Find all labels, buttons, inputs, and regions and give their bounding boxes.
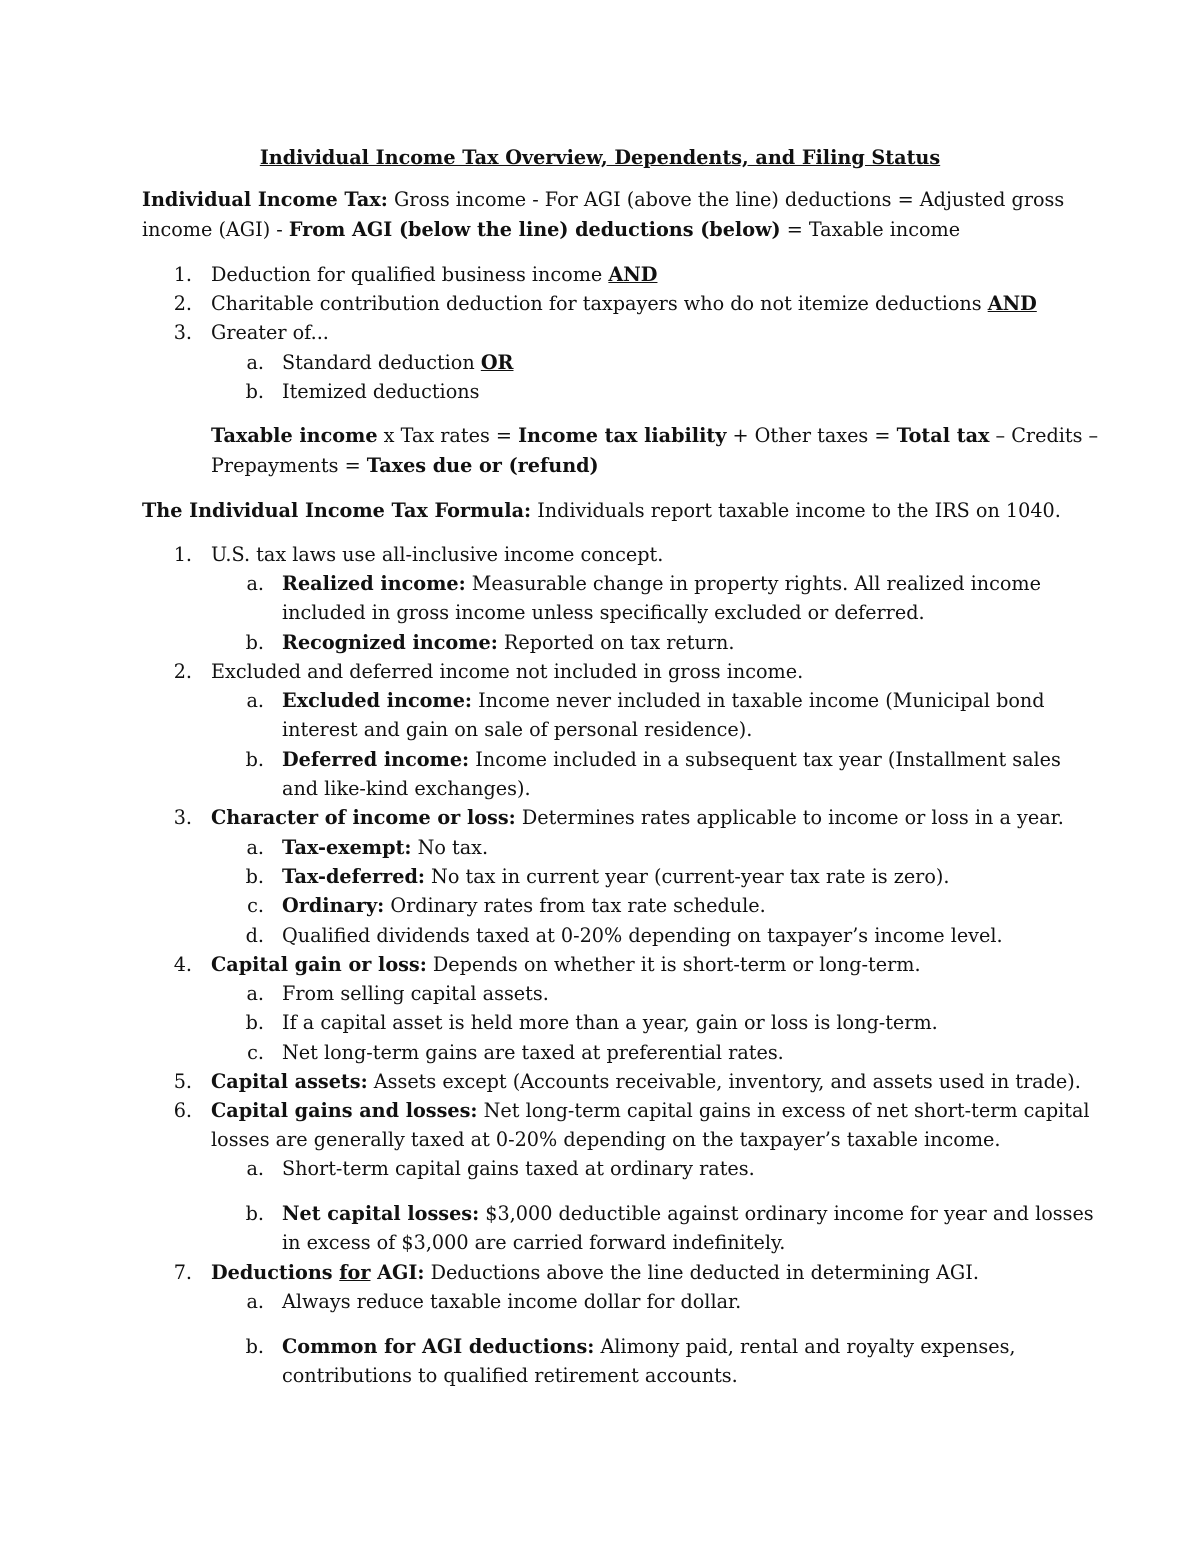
intro-text: Gross income - For AGI (above the line) deductions = Adjusted gross	[387, 188, 1065, 211]
list-letter: b.	[245, 380, 264, 403]
list-text: Net long-term gains are taxed at preferential rates.	[282, 1041, 784, 1064]
term-label: Recognized income:	[282, 631, 498, 654]
formula-term: Income tax liability	[518, 424, 727, 447]
list-letter: a.	[246, 1290, 264, 1313]
term-label: Common for AGI deductions:	[282, 1335, 595, 1358]
list-text: Measurable change in property rights. All realized income	[465, 572, 1041, 595]
list-text: Ordinary rates from tax rate schedule.	[384, 894, 766, 917]
list-emphasis: OR	[480, 351, 514, 374]
term-label: Ordinary:	[282, 894, 385, 917]
term-label: Deferred income:	[282, 748, 470, 771]
list-continuation: in excess of $3,000 are carried forward indefinitely.	[282, 1231, 786, 1254]
list-letter: b.	[245, 1202, 264, 1225]
list-continuation: included in gross income unless specifically excluded or deferred.	[282, 601, 925, 624]
section-label: The Individual Income Tax Formula:	[142, 499, 532, 522]
list-text: Charitable contribution deduction for taxpayers who do not itemize deductions	[211, 292, 988, 315]
formula-op: – Credits –	[989, 424, 1099, 447]
list-text: Greater of...	[211, 321, 329, 344]
document-title: Individual Income Tax Overview, Dependents, and Filing Status	[259, 146, 941, 169]
list-text: Depends on whether it is short-term or long-term.	[426, 953, 921, 976]
list-number: 7.	[173, 1261, 192, 1284]
list-number: 2.	[173, 292, 192, 315]
list-letter: a.	[246, 351, 264, 374]
list-letter: b.	[245, 631, 264, 654]
intro-line-2	[142, 218, 960, 242]
intro-text-2c: = Taxable income	[780, 218, 961, 241]
list-letter: a.	[246, 572, 264, 595]
list-text: Standard deduction	[282, 351, 481, 374]
formula-op: x Tax rates =	[377, 424, 519, 447]
list-text: From selling capital assets.	[282, 982, 549, 1005]
list-letter: b.	[245, 865, 264, 888]
list-text: Deductions above the line deducted in determining AGI.	[424, 1261, 979, 1284]
list-number: 1.	[173, 263, 192, 286]
list-text: If a capital asset is held more than a year, gain or loss is long-term.	[282, 1011, 938, 1034]
list-text: $3,000 deductible against ordinary income for year and losses	[479, 1202, 1094, 1225]
list-number: 3.	[173, 321, 192, 344]
list-letter: a.	[246, 1157, 264, 1180]
term-label: Net capital losses:	[282, 1202, 480, 1225]
list-text: Itemized deductions	[282, 380, 480, 403]
list-continuation: losses are generally taxed at 0-20% depending on the taxpayer’s taxable income.	[211, 1128, 1001, 1151]
list-number: 4.	[173, 953, 192, 976]
list-text: U.S. tax laws use all-inclusive income concept.	[211, 543, 664, 566]
formula-line-1	[211, 424, 1098, 448]
list-text: Always reduce taxable income dollar for dollar.	[282, 1290, 742, 1313]
list-letter: a.	[246, 836, 264, 859]
list-letter: b.	[245, 1335, 264, 1358]
formula-term: Taxable income	[211, 424, 378, 447]
term-label-underlined: for	[339, 1261, 371, 1284]
list-text: Determines rates applicable to income or loss in a year.	[515, 806, 1064, 829]
list-text: Income never included in taxable income (Municipal bond	[472, 689, 1045, 712]
list-text: Assets except (Accounts receivable, inventory, and assets used in trade).	[367, 1070, 1081, 1093]
list-number: 2.	[173, 660, 192, 683]
list-letter: a.	[246, 982, 264, 1005]
intro-label: Individual Income Tax:	[142, 188, 388, 211]
formula-op: + Other taxes =	[726, 424, 897, 447]
list-text: Alimony paid, rental and royalty expenses,	[594, 1335, 1016, 1358]
term-label: Deductions	[211, 1261, 340, 1284]
formula-term: Total tax	[896, 424, 990, 447]
term-label: Tax-exempt:	[282, 836, 412, 859]
list-number: 1.	[173, 543, 192, 566]
list-number: 6.	[173, 1099, 192, 1122]
list-text: No tax in current year (current-year tax rate is zero).	[424, 865, 950, 888]
intro-text-2a: income (AGI) -	[142, 218, 289, 241]
term-label: Capital gain or loss:	[211, 953, 427, 976]
list-text: Short-term capital gains taxed at ordinary rates.	[282, 1157, 755, 1180]
list-text: Income included in a subsequent tax year (Installment sales	[469, 748, 1061, 771]
list-text: Net long-term capital gains in excess of net short-term capital	[477, 1099, 1090, 1122]
list-number: 5.	[173, 1070, 192, 1093]
formula-section-heading	[142, 499, 1061, 523]
list-text: No tax.	[411, 836, 489, 859]
list-letter: d.	[245, 924, 264, 947]
list-emphasis: AND	[608, 263, 658, 286]
formula-term: Taxes due or (refund)	[366, 454, 599, 477]
term-label: Capital gains and losses:	[211, 1099, 478, 1122]
intro-text-2b: From AGI (below the line) deductions (below)	[288, 218, 781, 241]
list-text: Qualified dividends taxed at 0-20% depending on taxpayer’s income level.	[282, 924, 1003, 947]
intro-line-1	[142, 188, 1064, 212]
list-letter: a.	[246, 689, 264, 712]
list-continuation: interest and gain on sale of personal residence).	[282, 718, 753, 741]
list-letter: c.	[247, 1041, 264, 1064]
list-continuation: and like-kind exchanges).	[282, 777, 531, 800]
list-letter: b.	[245, 1011, 264, 1034]
term-label: Character of income or loss:	[211, 806, 516, 829]
list-number: 3.	[173, 806, 192, 829]
list-letter: c.	[247, 894, 264, 917]
list-emphasis: AND	[987, 292, 1037, 315]
list-text: Reported on tax return.	[497, 631, 735, 654]
list-continuation: contributions to qualified retirement accounts.	[282, 1364, 738, 1387]
list-letter: b.	[245, 748, 264, 771]
term-label: Excluded income:	[282, 689, 473, 712]
term-label: AGI:	[370, 1261, 425, 1284]
list-text: Deduction for qualified business income	[211, 263, 609, 286]
term-label: Capital assets:	[211, 1070, 368, 1093]
term-label: Tax-deferred:	[282, 865, 425, 888]
term-label: Realized income:	[282, 572, 466, 595]
section-text: Individuals report taxable income to the IRS on 1040.	[531, 499, 1061, 522]
list-text: Excluded and deferred income not included in gross income.	[211, 660, 804, 683]
formula-op: Prepayments =	[211, 454, 367, 477]
formula-line-2	[211, 454, 599, 478]
